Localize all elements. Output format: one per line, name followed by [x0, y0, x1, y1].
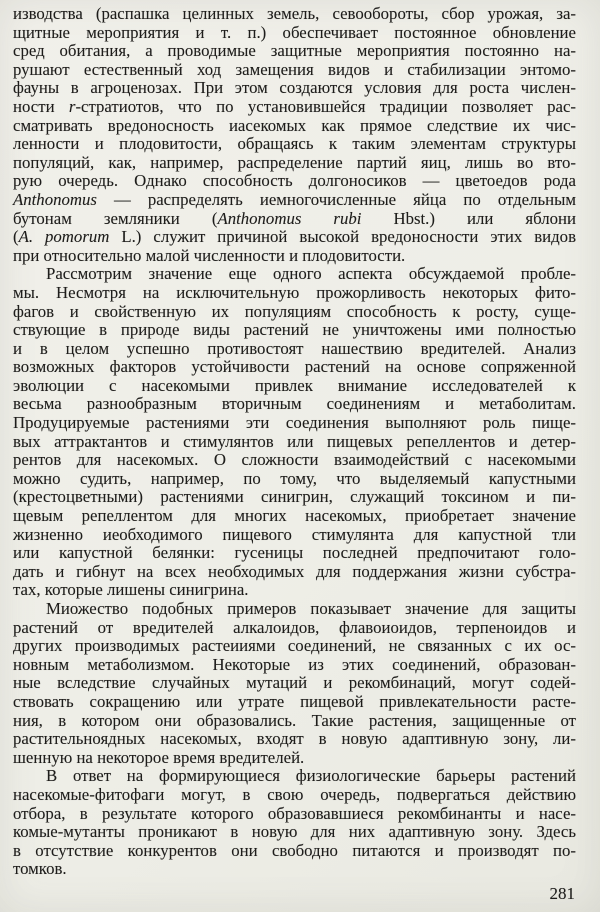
text-line [13, 693, 576, 712]
text-run: можно судить, например, по тому, что выделяемый капустными [13, 468, 576, 488]
text-run: популяций, как, например, распределение партий яиц, лишь во вто- [13, 152, 576, 172]
text-line [13, 340, 576, 359]
text-line [13, 544, 576, 563]
text-run: рую очередь. Однако способность долгоносиков — цветоедов рода [13, 171, 576, 191]
text-run: сред обитания, а проводимые защитные мероприятия постоянно на- [13, 41, 576, 61]
text-line [13, 470, 576, 489]
text-line [13, 210, 576, 229]
text-line [13, 823, 576, 842]
text-line [13, 117, 576, 136]
text-run: весьма разнообразным вторичным соединениям и метаболитам. [13, 394, 576, 414]
text-run: фауны в агроценозах. При этом создаются условия для роста числен- [13, 78, 576, 98]
text-run: шенную на некоторое время вредителей. [13, 747, 305, 767]
text-line [13, 5, 576, 24]
text-run: ные вследствие случайных мутаций и рекомбинаций, могут содей- [13, 673, 576, 693]
text-run: и в целом успешно противостоят нашествию вредителей. Анализ [13, 338, 576, 358]
text-run: Продуцируемые растениями эти соединения выполняют роль пище- [13, 413, 576, 433]
text-run: или капустной белянки: гусеницы последней предпочитают голо- [13, 543, 576, 563]
text-line [13, 247, 576, 266]
text-run: жизненно иеобходимого пищевого стимулянта для капустной тли [13, 524, 576, 544]
text-run: рентов для насекомых. О сложности взаимодействий с насекомыми [13, 450, 576, 470]
text-line [13, 488, 576, 507]
text-line [13, 154, 576, 173]
text-run: новным метаболизмом. Некоторые из этих соединений, образован- [13, 654, 576, 674]
italic-text-run: r [68, 96, 76, 116]
text-run: вых аттрактантов и стимулянтов или пищевых репеллентов и детер- [13, 431, 576, 451]
text-line [13, 98, 576, 117]
text-line [13, 303, 576, 322]
text-run: В ответ на формирующиеся физиологические барьеры растений [46, 766, 576, 786]
text-line [13, 619, 576, 638]
text-line [13, 265, 576, 284]
text-run: ности [13, 96, 69, 116]
text-line [13, 358, 576, 377]
text-line [13, 135, 576, 154]
text-run: ния, в котором они образовались. Такие растения, защищенные от [13, 710, 576, 730]
italic-text-run: A. pomorum [18, 227, 110, 247]
text-line [13, 767, 576, 786]
text-line [13, 321, 576, 340]
text-run: мы. Несмотря на исключительную прожорливость некоторых фито- [13, 282, 576, 302]
text-run: эволюции с насекомыми привлек внимание исследователей к [13, 375, 576, 395]
text-line [13, 637, 576, 656]
text-line [13, 786, 576, 805]
text-run: насекомые-фитофаги могут, в свою очередь, подвергаться действию [13, 784, 576, 804]
text-line [13, 42, 576, 61]
text-run: Hbst.) или яблони [361, 208, 576, 228]
text-line [13, 191, 576, 210]
text-run: растительноядных насекомых, входят в новую адаптивную зону, ли- [13, 729, 576, 749]
text-line [13, 563, 576, 582]
text-line [13, 451, 576, 470]
text-run: щевым репеллентом для многих насекомых, приобретает значение [13, 506, 576, 526]
text-run: фагов и свойственную их популяциям способность к росту, суще- [13, 301, 576, 321]
text-run: Рассмотрим значение еще одного аспекта обсуждаемой пробле- [46, 264, 576, 284]
text-line [13, 526, 576, 545]
text-run: бутонам земляники ( [13, 208, 218, 228]
page-number: 281 [549, 884, 575, 903]
text-line [13, 674, 576, 693]
text-run: ствовать сокращению или утрате пищевой привлекательности расте- [13, 691, 576, 711]
text-line [13, 414, 576, 433]
text-run: — распределять иемногочисленные яйца по отдельным [96, 189, 576, 209]
text-line [13, 581, 576, 600]
text-run: растений от вредителей алкалоидов, флавоиоидов, терпеноидов и [13, 617, 576, 637]
text-line [13, 656, 576, 675]
text-line [13, 860, 576, 879]
text-line [13, 24, 576, 43]
text-line [13, 805, 576, 824]
text-line [13, 507, 576, 526]
page-text [13, 5, 576, 879]
text-run: сматривать вредоносность иасекомых как прямое следствие их чис- [13, 115, 576, 135]
text-line [13, 600, 576, 619]
text-line [13, 172, 576, 191]
text-run: -стратиотов, что по установившейся традиции позволяет рас- [75, 96, 577, 116]
text-run: отбора, в результате которого образовавшиеся рекомбинанты и насе- [13, 803, 576, 823]
text-run: Миожество подобных примеров показывает значение для защиты [46, 599, 576, 618]
text-line [13, 284, 576, 303]
text-line [13, 712, 576, 731]
text-line [13, 228, 576, 247]
text-run: изводства (распашка целинных земель, севообороты, сбор урожая, за- [13, 4, 576, 23]
text-line [13, 842, 576, 861]
text-run: дать и гибнут на всех необходимых для поддержания жизни субстра- [13, 561, 576, 581]
text-line [13, 395, 576, 414]
text-run: (крестоцветными) растениями синигрин, служащий токсином и пи- [13, 487, 576, 507]
text-run: томков. [13, 859, 67, 879]
text-run: других производимых растеииями соединений, не связанных с их ос- [13, 636, 576, 656]
text-run: рушают естественный ход замещения видов и стабилизации энтомо- [13, 59, 576, 79]
italic-text-run: Anthonomus [13, 189, 97, 209]
text-run: ствующие в природе виды растений не уничтожены ими полностью [13, 320, 576, 340]
text-line [13, 730, 576, 749]
text-line [13, 433, 576, 452]
text-run: L.) служит причиной высокой вредоносности этих видов [109, 227, 576, 247]
text-run: щитные мероприятия и т. п.) обеспечивает постоянное обновление [13, 22, 576, 42]
text-run: возможных факторов устойчивости растений на основе сопряженной [13, 357, 576, 377]
text-line [13, 61, 576, 80]
italic-text-run: Anthonomus rubi [217, 208, 362, 228]
text-line [13, 377, 576, 396]
text-line [13, 749, 576, 768]
text-run: комые-мутанты проникают в новую для них адаптивную зону. Здесь [13, 822, 576, 842]
text-run: при относительно малой численности и плодовитости. [13, 245, 406, 265]
text-run: ленности и плодовитости, обращаясь к таким элементам структуры [13, 134, 576, 154]
text-run: в отсутствие конкурентов они свободно питаются и производят по- [13, 840, 576, 860]
text-line [13, 79, 576, 98]
text-run: ( [13, 227, 19, 247]
text-run: тах, которые лишены синигрина. [13, 580, 249, 600]
